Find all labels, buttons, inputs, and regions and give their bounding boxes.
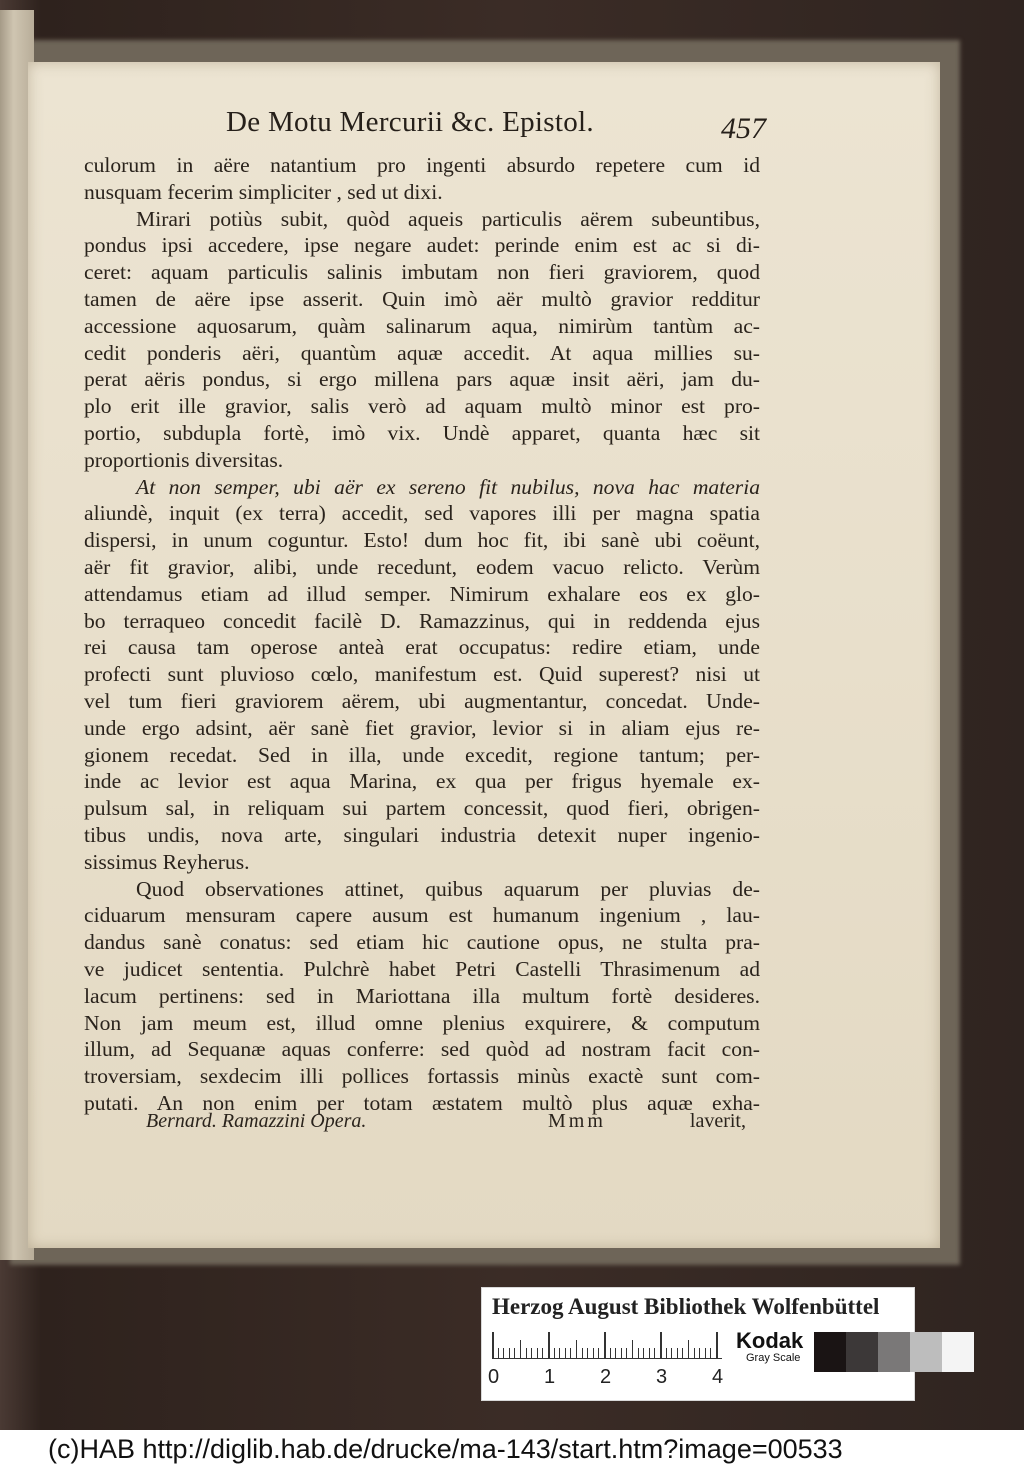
text-line: inde ac levior est aqua Marina, ex qua per frigus hyemale ex- <box>84 769 760 794</box>
text-line: ceret: aquam particulis salinis imbutam non fieri graviorem, quod <box>84 260 760 285</box>
ruler-tick <box>514 1348 515 1358</box>
ruler-tick <box>643 1348 644 1358</box>
text-line: aër fit gravior, alibi, unde recedunt, eodem vacuo relicto. Verùm <box>84 554 760 579</box>
text-line: sissimus Reyherus. <box>84 849 250 874</box>
ruler-tick <box>710 1348 711 1358</box>
page-footer <box>146 1110 746 1138</box>
ruler-tick <box>587 1348 588 1358</box>
ruler-tick <box>688 1340 689 1358</box>
ruler-tick <box>570 1348 571 1358</box>
text-line: profecti sunt pluvioso cœlo, manifestum est. Quid superest? nisi ut <box>84 662 760 687</box>
text-line: portio, subdupla fortè, imò vix. Undè apparet, quanta hæc sit <box>84 420 760 445</box>
text-line: dandus sanè conatus: sed etiam hic cautione opus, ne stulta pra- <box>84 930 760 955</box>
kodak-logo: Kodak <box>736 1328 804 1353</box>
library-color-strip <box>482 1288 914 1400</box>
text-line: illum, ad Sequanæ aquas conferre: sed quòd ad nostram facit con- <box>84 1037 760 1062</box>
text-line: dispersi, in unum coguntur. Esto! dum hoc fit, ibi sanè ubi coëunt, <box>84 528 760 553</box>
text-line: aliundè, inquit (ex terra) accedit, sed vapores illi per magna spatia <box>84 501 760 526</box>
text-line: pulsum sal, in reliquam sui partem concessit, quod fieri, obrigen- <box>84 796 760 821</box>
ruler-tick <box>621 1348 622 1358</box>
ruler-tick <box>582 1348 583 1358</box>
ruler-tick <box>531 1348 532 1358</box>
ruler-tick <box>654 1348 655 1358</box>
ruler-tick <box>559 1348 560 1358</box>
scale-ruler <box>492 1330 722 1359</box>
ruler-tick <box>598 1348 599 1358</box>
ruler-tick <box>677 1348 678 1358</box>
text-line: putati. An non enim per totam æstatem multò plus aquæ exha- <box>84 1090 760 1115</box>
ruler-tick <box>699 1348 700 1358</box>
ruler-number: 4 <box>712 1366 724 1388</box>
text-line: unde ergo adsint, aër sanè fiet gravior, levior si in aliam ejus re- <box>84 715 760 740</box>
text-line: troversiam, sexdecim illi pollices fortassis minùs exactè sunt com- <box>84 1064 760 1089</box>
text-line: plo erit ille gravior, salis verò ad aquam multò minor est pro- <box>84 394 760 419</box>
gray-swatch <box>910 1332 942 1372</box>
text-line: Non jam meum est, illud omne plenius exquirere, & computum <box>84 1010 760 1035</box>
gray-swatch <box>846 1332 878 1372</box>
library-name: Herzog August Bibliothek Wolfenbüttel <box>492 1294 880 1319</box>
ruler-tick <box>638 1348 639 1358</box>
text-line: ve judicet sententia. Pulchrè habet Petri Castelli Thrasimenum ad <box>84 956 760 981</box>
text-line: lacum pertinens: sed in Mariottana illa multum fortè desideres. <box>84 983 760 1008</box>
ruler-number: 1 <box>544 1366 556 1388</box>
text-line: rei causa tam operose anteà erat occupatus: redire etiam, unde <box>84 635 760 660</box>
ruler-tick <box>537 1348 538 1358</box>
footer-signature: Bernard. Ramazzini Opera. <box>146 1110 367 1132</box>
ruler-tick <box>520 1340 521 1358</box>
text-line: cedit ponderis aëri, quantùm aquæ accedit. At aqua millies su- <box>84 340 760 365</box>
gray-swatch <box>942 1332 974 1372</box>
text-line: perat aëris pondus, si ergo millena pars aquæ insit aëri, jam du- <box>84 367 760 392</box>
url-text: (c)HAB http://diglib.hab.de/drucke/ma-143/start.htm?image=00533 <box>48 1434 843 1464</box>
running-title: De Motu Mercurii &c. Epistol. <box>226 106 594 138</box>
ruler-tick <box>542 1348 543 1358</box>
ruler-number: 3 <box>656 1366 668 1388</box>
text-line: vel tum fieri graviorem aërem, ubi augmentantur, concedat. Unde- <box>84 688 760 713</box>
ruler-number: 0 <box>488 1366 500 1388</box>
ruler-tick <box>509 1348 510 1358</box>
gray-swatch <box>878 1332 910 1372</box>
text-line: proportionis diversitas. <box>84 447 284 472</box>
kodak-gray-scale-label: Gray Scale <box>746 1352 801 1364</box>
text-line: tibus undis, nova arte, singulari industria detexit nuper ingenio- <box>84 822 760 847</box>
ruler-tick <box>576 1340 577 1358</box>
text-line: At non semper, ubi aër ex sereno fit nubilus, nova hac materia <box>136 474 760 499</box>
ruler-tick <box>554 1348 555 1358</box>
ruler-tick <box>705 1348 706 1358</box>
ruler-tick <box>565 1348 566 1358</box>
ruler-tick <box>503 1348 504 1358</box>
ruler-tick <box>671 1348 672 1358</box>
text-line: Mirari potiùs subit, quòd aqueis particulis aërem subeuntibus, <box>136 206 760 231</box>
body-text <box>84 152 760 1117</box>
page-number: 457 <box>721 112 766 145</box>
ruler-tick <box>593 1348 594 1358</box>
ruler-tick <box>716 1332 718 1358</box>
signature-mark: Mmm <box>548 1110 606 1132</box>
text-line: bo terraqueo concedit facilè D. Ramazzinus, qui in reddenda ejus <box>84 608 760 633</box>
text-line: Quod observationes attinet, quibus aquarum per pluvias de- <box>136 876 760 901</box>
ruler-number: 2 <box>600 1366 612 1388</box>
text-line: ciduarum mensuram capere ausum est humanum ingenium , lau- <box>84 903 760 928</box>
ruler-tick <box>498 1348 499 1358</box>
text-line: gionem recedat. Sed in illa, unde excedit, regione tantum; per- <box>84 742 760 767</box>
gray-swatch <box>814 1332 846 1372</box>
ruler-tick <box>660 1332 662 1358</box>
ruler-tick <box>548 1332 550 1358</box>
text-line: tamen de aëre ipse asserit. Quin imò aër multò gravior redditur <box>84 286 760 311</box>
text-line: accessione aquosarum, quàm salinarum aqua, nimirùm tantùm ac- <box>84 313 760 338</box>
ruler-tick <box>694 1348 695 1358</box>
ruler-tick <box>610 1348 611 1358</box>
ruler-tick <box>666 1348 667 1358</box>
text-line: attendamus etiam ad illud semper. Nimirum exhalare eos ex glo- <box>84 581 760 606</box>
ruler-tick <box>632 1340 633 1358</box>
url-bar <box>0 1430 1024 1470</box>
ruler-tick <box>492 1332 494 1358</box>
text-line: pondus ipsi accedere, ipse negare audet: perinde enim est ac si di- <box>84 233 760 258</box>
ruler-tick <box>615 1348 616 1358</box>
gray-scale-swatches <box>814 1332 974 1372</box>
ruler-tick <box>649 1348 650 1358</box>
ruler-tick <box>626 1348 627 1358</box>
ruler-tick <box>682 1348 683 1358</box>
ruler-tick <box>604 1332 606 1358</box>
catchword: laverit, <box>689 1110 746 1132</box>
ruler-tick <box>526 1348 527 1358</box>
text-line: nusquam fecerim simpliciter , sed ut dixi. <box>84 179 443 204</box>
page-header <box>226 106 766 150</box>
text-line: culorum in aëre natantium pro ingenti absurdo repetere cum id <box>84 153 760 177</box>
